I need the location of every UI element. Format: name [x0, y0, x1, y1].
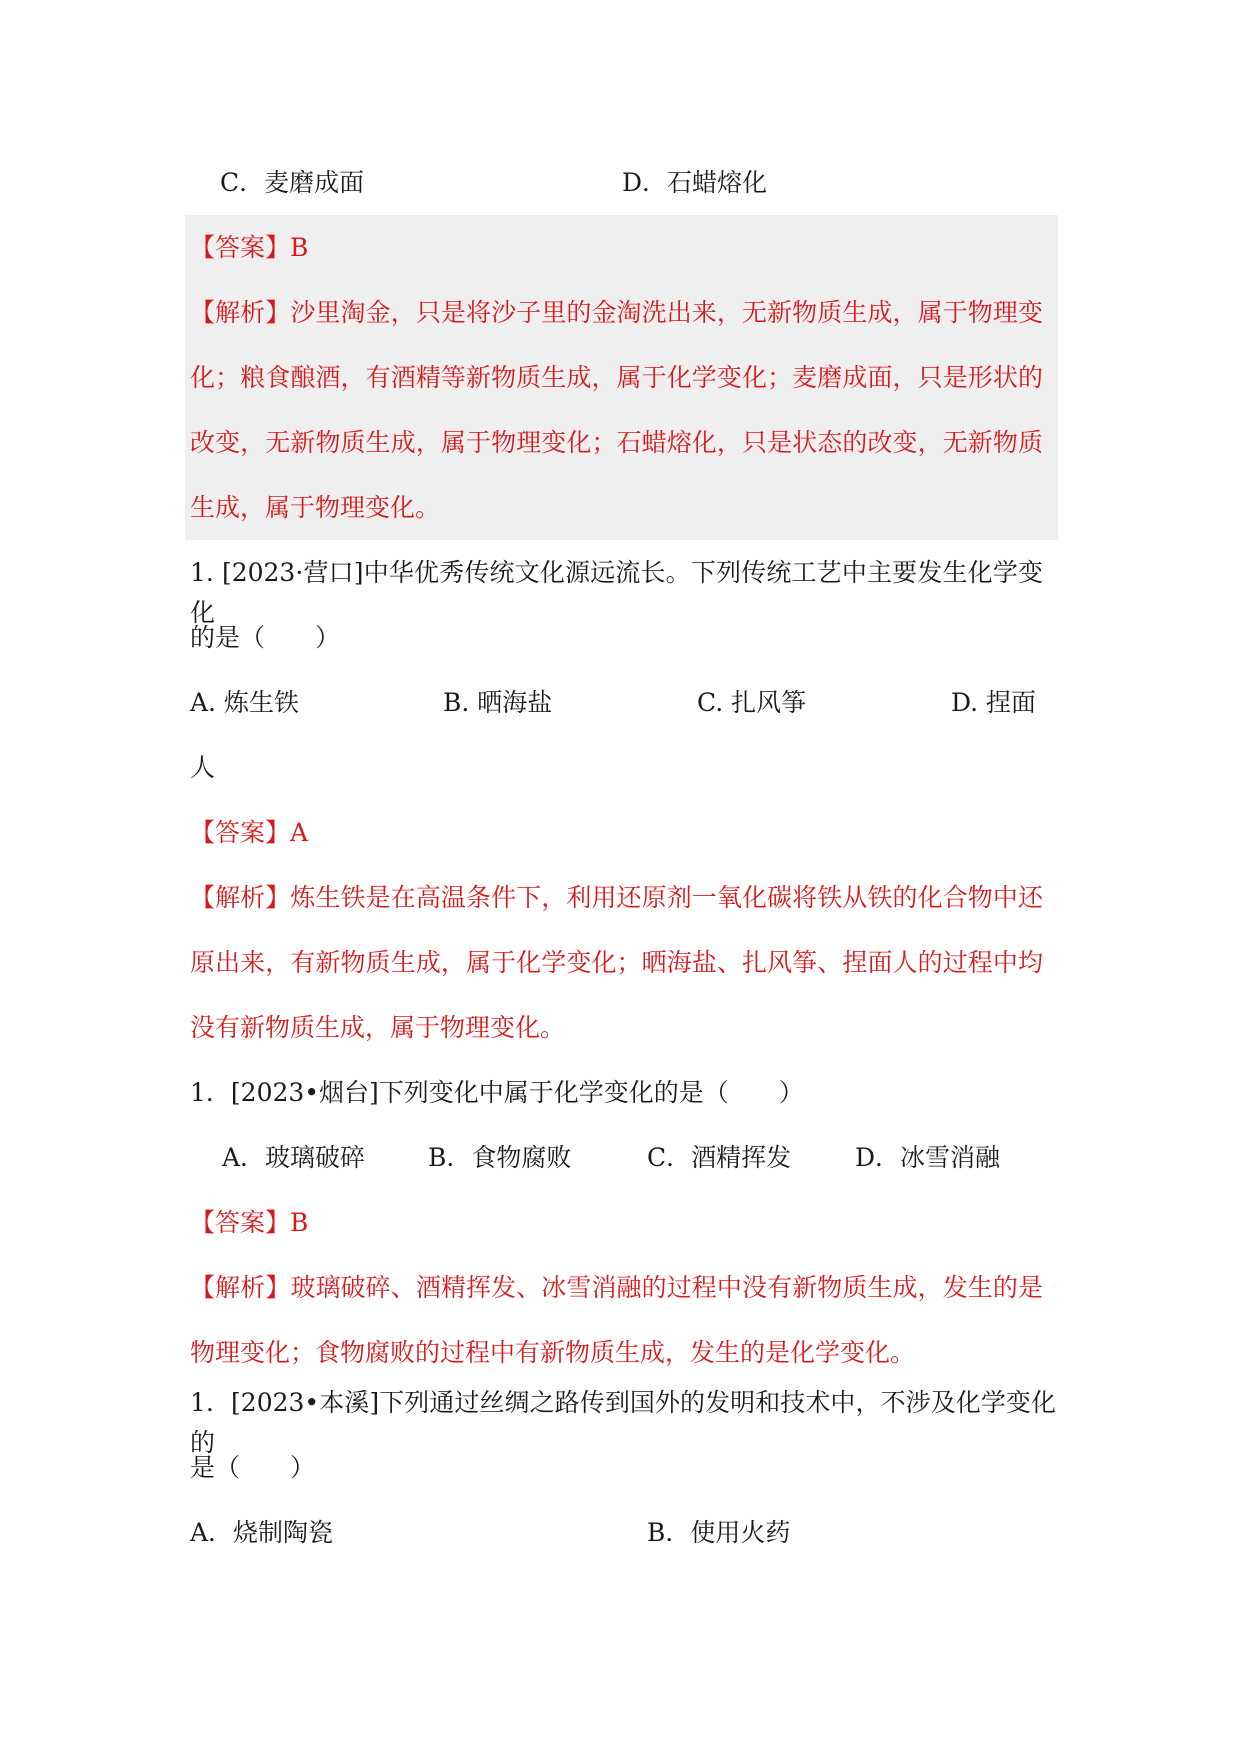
option-b: B．使用火药	[647, 1518, 791, 1547]
question-stem: 1．[2023•烟台]下列变化中属于化学变化的是（ ）	[190, 1078, 804, 1107]
question-stem: 1. [2023·营口]中华优秀传统文化源远流长。下列传统工艺中主要发生化学变化	[190, 558, 1043, 627]
answer-label: 【答案】B	[190, 1208, 309, 1237]
option-d: D．石蜡熔化	[622, 168, 768, 197]
option-c: C．麦磨成面	[220, 168, 365, 197]
option-c: C. 扎风筝	[697, 688, 807, 717]
answer-label: 【答案】B	[190, 233, 309, 262]
analysis-line: 改变，无新物质生成，属于物理变化；石蜡熔化，只是状态的改变，无新物质	[190, 428, 1043, 457]
analysis-line: 物理变化；食物腐败的过程中有新物质生成，发生的是化学变化。	[190, 1338, 916, 1367]
option-d: D. 捏面	[951, 688, 1037, 717]
analysis-line: 原出来，有新物质生成，属于化学变化；晒海盐、扎风筝、捏面人的过程中均	[190, 948, 1043, 977]
option-d: D．冰雪消融	[855, 1143, 1001, 1172]
analysis-line: 没有新物质生成，属于物理变化。	[190, 1013, 566, 1042]
question-stem: 是（ ）	[190, 1453, 316, 1482]
analysis-line: 【解析】炼生铁是在高温条件下，利用还原剂一氧化碳将铁从铁的化合物中还	[190, 883, 1043, 912]
option-a: A．玻璃破碎	[222, 1143, 366, 1172]
analysis-line: 化；粮食酿酒，有酒精等新物质生成，属于化学变化；麦磨成面，只是形状的	[190, 363, 1043, 392]
answer-label: 【答案】A	[190, 818, 309, 847]
option-d-wrap: 人	[190, 753, 216, 782]
option-c: C．酒精挥发	[647, 1143, 792, 1172]
question-stem: 的是（ ）	[190, 623, 341, 652]
option-b: B．食物腐败	[428, 1143, 572, 1172]
analysis-line: 【解析】沙里淘金，只是将沙子里的金淘洗出来，无新物质生成，属于物理变	[190, 298, 1043, 327]
option-a: A．烧制陶瓷	[190, 1518, 334, 1547]
question-stem: 1．[2023•本溪]下列通过丝绸之路传到国外的发明和技术中，不涉及化学变化的	[190, 1388, 1056, 1457]
analysis-line: 生成，属于物理变化。	[190, 493, 441, 522]
option-a: A. 炼生铁	[190, 688, 299, 717]
option-b: B. 晒海盐	[443, 688, 553, 717]
analysis-line: 【解析】玻璃破碎、酒精挥发、冰雪消融的过程中没有新物质生成，发生的是	[190, 1273, 1043, 1302]
